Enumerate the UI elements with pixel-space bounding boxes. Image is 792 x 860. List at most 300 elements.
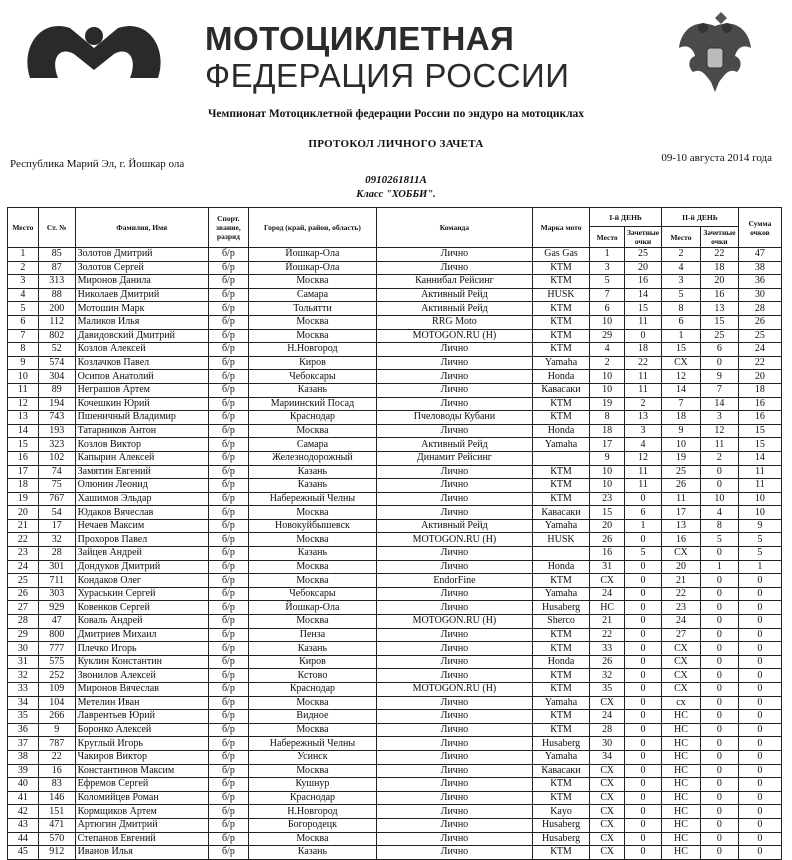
cell-day1-place: НС <box>590 601 625 615</box>
cell-day2-points: 0 <box>700 587 738 601</box>
cell-rank: б/р <box>208 315 248 329</box>
cell-place: 39 <box>8 764 39 778</box>
cell-total: 15 <box>738 438 781 452</box>
cell-day1-place: 2 <box>590 356 625 370</box>
cell-day2-points: 4 <box>700 506 738 520</box>
cell-total: 0 <box>738 791 781 805</box>
cell-place: 5 <box>8 302 39 316</box>
cell-moto: КТМ <box>532 261 589 275</box>
cell-name: Константинов Максим <box>75 764 208 778</box>
cell-start-no: 711 <box>38 574 75 588</box>
cell-city: Казань <box>248 642 376 656</box>
cell-moto <box>532 547 589 561</box>
cell-moto: Кавасаки <box>532 506 589 520</box>
cell-day1-place: 1 <box>590 248 625 262</box>
cell-moto <box>532 451 589 465</box>
cell-day2-points: 13 <box>700 302 738 316</box>
cell-total: 22 <box>738 356 781 370</box>
cell-moto: КТМ <box>532 465 589 479</box>
cell-start-no: 304 <box>38 370 75 384</box>
cell-day2-place: 20 <box>661 560 700 574</box>
cell-place: 6 <box>8 315 39 329</box>
cell-start-no: 800 <box>38 628 75 642</box>
cell-day1-points: 16 <box>625 275 662 289</box>
table-row <box>8 329 782 343</box>
cell-city: Москва <box>248 696 376 710</box>
cell-rank: б/р <box>208 615 248 629</box>
table-row <box>8 302 782 316</box>
table-row <box>8 411 782 425</box>
cell-team: Лично <box>377 397 533 411</box>
cell-day1-place: 20 <box>590 519 625 533</box>
cell-day2-place: 8 <box>661 302 700 316</box>
cell-team: Лично <box>377 383 533 397</box>
cell-day1-points: 0 <box>625 628 662 642</box>
cell-city: Новокуйбышевск <box>248 519 376 533</box>
cell-day2-place: СХ <box>661 356 700 370</box>
cell-day2-points: 0 <box>700 778 738 792</box>
cell-total: 15 <box>738 424 781 438</box>
cell-name: Лаврентьев Юрий <box>75 710 208 724</box>
cell-team: Активный Рейд <box>377 302 533 316</box>
cell-day2-place: НС <box>661 818 700 832</box>
table-row <box>8 424 782 438</box>
cell-rank: б/р <box>208 370 248 384</box>
cell-day1-place: 28 <box>590 723 625 737</box>
cell-day2-points: 0 <box>700 723 738 737</box>
cell-city: Москва <box>248 723 376 737</box>
cell-rank: б/р <box>208 683 248 697</box>
cell-day2-points: 12 <box>700 424 738 438</box>
cell-total: 0 <box>738 710 781 724</box>
cell-rank: б/р <box>208 302 248 316</box>
cell-name: Замятин Евгений <box>75 465 208 479</box>
cell-day2-points: 0 <box>700 710 738 724</box>
cell-team: Лично <box>377 465 533 479</box>
cell-place: 44 <box>8 832 39 846</box>
cell-city: Казань <box>248 547 376 561</box>
cell-city: Н.Новгород <box>248 805 376 819</box>
cell-total: 36 <box>738 275 781 289</box>
cell-start-no: 75 <box>38 479 75 493</box>
cell-city: Йошкар-Ола <box>248 248 376 262</box>
cell-moto: Sherco <box>532 615 589 629</box>
cell-team: Лично <box>377 723 533 737</box>
table-row <box>8 655 782 669</box>
cell-day1-points: 13 <box>625 411 662 425</box>
event-dates: 09-10 августа 2014 года <box>661 152 772 164</box>
cell-day2-place: 18 <box>661 411 700 425</box>
cell-day1-place: 23 <box>590 492 625 506</box>
table-row <box>8 710 782 724</box>
cell-day1-points: 0 <box>625 533 662 547</box>
cell-team: Лично <box>377 587 533 601</box>
cell-day2-points: 0 <box>700 356 738 370</box>
cell-start-no: 104 <box>38 696 75 710</box>
cell-moto: HUSK <box>532 288 589 302</box>
cell-place: 40 <box>8 778 39 792</box>
cell-moto: HUSK <box>532 533 589 547</box>
cell-day2-points: 0 <box>700 791 738 805</box>
cell-day2-place: 24 <box>661 615 700 629</box>
cell-moto: Kayo <box>532 805 589 819</box>
cell-place: 45 <box>8 846 39 860</box>
cell-rank: б/р <box>208 805 248 819</box>
cell-day2-points: 0 <box>700 750 738 764</box>
cell-day2-points: 11 <box>700 438 738 452</box>
cell-day2-place: НС <box>661 832 700 846</box>
cell-city: Москва <box>248 832 376 846</box>
cell-start-no: 743 <box>38 411 75 425</box>
cell-name: Золотов Дмитрий <box>75 248 208 262</box>
cell-day2-place: 15 <box>661 343 700 357</box>
cell-rank: б/р <box>208 655 248 669</box>
cell-name: Осипов Анатолий <box>75 370 208 384</box>
cell-day1-place: 26 <box>590 533 625 547</box>
cell-team: MOTOGON.RU (H) <box>377 533 533 547</box>
table-row <box>8 574 782 588</box>
cell-day1-place: СХ <box>590 846 625 860</box>
cell-day2-points: 0 <box>700 574 738 588</box>
cell-day2-place: 21 <box>661 574 700 588</box>
cell-rank: б/р <box>208 438 248 452</box>
cell-team: Лично <box>377 547 533 561</box>
protocol-title: ПРОТОКОЛ ЛИЧНОГО ЗАЧЕТА <box>308 138 484 150</box>
cell-moto: КТМ <box>532 302 589 316</box>
cell-day1-points: 4 <box>625 438 662 452</box>
cell-place: 20 <box>8 506 39 520</box>
cell-day1-points: 0 <box>625 642 662 656</box>
cell-name: Прохоров Павел <box>75 533 208 547</box>
cell-team: Лично <box>377 424 533 438</box>
cell-day2-place: 25 <box>661 465 700 479</box>
cell-day2-place: 5 <box>661 288 700 302</box>
cell-start-no: 9 <box>38 723 75 737</box>
cell-day2-place: 4 <box>661 261 700 275</box>
cell-city: Усинск <box>248 750 376 764</box>
cell-place: 28 <box>8 615 39 629</box>
cell-start-no: 102 <box>38 451 75 465</box>
cell-day1-place: 30 <box>590 737 625 751</box>
cell-team: MOTOGON.RU (H) <box>377 683 533 697</box>
cell-team: MOTOGON.RU (H) <box>377 615 533 629</box>
cell-day1-points: 18 <box>625 343 662 357</box>
cell-day2-points: 18 <box>700 261 738 275</box>
cell-day1-place: 22 <box>590 628 625 642</box>
cell-day1-points: 11 <box>625 315 662 329</box>
table-row <box>8 791 782 805</box>
cell-day2-place: 2 <box>661 248 700 262</box>
cell-day1-place: 10 <box>590 465 625 479</box>
cell-day2-place: 6 <box>661 315 700 329</box>
cell-start-no: 47 <box>38 615 75 629</box>
table-row <box>8 846 782 860</box>
cell-moto: Yamaha <box>532 750 589 764</box>
cell-rank: б/р <box>208 547 248 561</box>
cell-day1-place: 15 <box>590 506 625 520</box>
cell-city: Москва <box>248 275 376 289</box>
results-body <box>8 248 782 860</box>
col-rank: Спорт. звание, разряд <box>208 208 248 248</box>
cell-start-no: 575 <box>38 655 75 669</box>
cell-name: Капырин Алексей <box>75 451 208 465</box>
cell-rank: б/р <box>208 275 248 289</box>
cell-total: 0 <box>738 750 781 764</box>
cell-name: Миронов Данила <box>75 275 208 289</box>
cell-day1-points: 5 <box>625 547 662 561</box>
table-row <box>8 519 782 533</box>
cell-city: Москва <box>248 424 376 438</box>
cell-start-no: 83 <box>38 778 75 792</box>
cell-team: Лично <box>377 764 533 778</box>
cell-day1-place: 17 <box>590 438 625 452</box>
table-row <box>8 805 782 819</box>
cell-rank: б/р <box>208 533 248 547</box>
table-row <box>8 832 782 846</box>
cell-day1-points: 1 <box>625 519 662 533</box>
cell-team: Лично <box>377 601 533 615</box>
cell-day2-place: 1 <box>661 329 700 343</box>
cell-day2-points: 0 <box>700 628 738 642</box>
cell-total: 0 <box>738 669 781 683</box>
cell-team: Лично <box>377 655 533 669</box>
cell-total: 10 <box>738 492 781 506</box>
cell-rank: б/р <box>208 451 248 465</box>
cell-moto: КТМ <box>532 846 589 860</box>
cell-name: Маликов Илья <box>75 315 208 329</box>
cell-day1-points: 22 <box>625 356 662 370</box>
cell-name: Хураськин Сергей <box>75 587 208 601</box>
cell-day2-points: 10 <box>700 492 738 506</box>
cell-rank: б/р <box>208 601 248 615</box>
cell-day2-points: 0 <box>700 655 738 669</box>
cell-day1-place: 10 <box>590 370 625 384</box>
cell-city: Железнодорожный <box>248 451 376 465</box>
cell-rank: б/р <box>208 479 248 493</box>
table-row <box>8 750 782 764</box>
cell-total: 0 <box>738 846 781 860</box>
cell-moto: КТМ <box>532 683 589 697</box>
cell-name: Дондуков Дмитрий <box>75 560 208 574</box>
cell-rank: б/р <box>208 424 248 438</box>
cell-place: 7 <box>8 329 39 343</box>
cell-day1-points: 15 <box>625 302 662 316</box>
cell-place: 31 <box>8 655 39 669</box>
cell-moto: Yamaha <box>532 696 589 710</box>
cell-moto: КТМ <box>532 411 589 425</box>
table-row <box>8 723 782 737</box>
cell-place: 19 <box>8 492 39 506</box>
cell-team: Лично <box>377 370 533 384</box>
table-row <box>8 288 782 302</box>
cell-city: Йошкар-Ола <box>248 601 376 615</box>
cell-day1-points: 0 <box>625 710 662 724</box>
table-row <box>8 669 782 683</box>
cell-city: Казань <box>248 383 376 397</box>
cell-moto: КТМ <box>532 315 589 329</box>
cell-moto: Yamaha <box>532 587 589 601</box>
cell-day1-points: 11 <box>625 479 662 493</box>
cell-rank: б/р <box>208 288 248 302</box>
cell-day1-points: 11 <box>625 465 662 479</box>
cell-start-no: 28 <box>38 547 75 561</box>
cell-total: 14 <box>738 451 781 465</box>
cell-place: 8 <box>8 343 39 357</box>
cell-rank: б/р <box>208 642 248 656</box>
cell-place: 41 <box>8 791 39 805</box>
cell-day2-points: 0 <box>700 642 738 656</box>
cell-city: Пенза <box>248 628 376 642</box>
col-name: Фамилия, Имя <box>75 208 208 248</box>
cell-day2-place: НС <box>661 750 700 764</box>
table-row <box>8 506 782 520</box>
cell-day2-place: 11 <box>661 492 700 506</box>
cell-team: Лично <box>377 356 533 370</box>
cell-total: 0 <box>738 696 781 710</box>
cell-moto: КТМ <box>532 723 589 737</box>
cell-day1-place: СХ <box>590 818 625 832</box>
cell-day2-place: 27 <box>661 628 700 642</box>
cell-day1-place: 5 <box>590 275 625 289</box>
cell-day2-place: 9 <box>661 424 700 438</box>
cell-place: 42 <box>8 805 39 819</box>
cell-day2-points: 5 <box>700 533 738 547</box>
cell-day1-place: 32 <box>590 669 625 683</box>
cell-day1-place: 33 <box>590 642 625 656</box>
cell-city: Н.Новгород <box>248 343 376 357</box>
cell-name: Коваль Андрей <box>75 615 208 629</box>
cell-day2-place: 19 <box>661 451 700 465</box>
table-row <box>8 438 782 452</box>
cell-place: 10 <box>8 370 39 384</box>
table-row <box>8 261 782 275</box>
cell-day2-points: 6 <box>700 343 738 357</box>
cell-day1-place: 31 <box>590 560 625 574</box>
cell-total: 0 <box>738 832 781 846</box>
cell-place: 32 <box>8 669 39 683</box>
cell-day2-points: 14 <box>700 397 738 411</box>
cell-name: Дмитриев Михаил <box>75 628 208 642</box>
cell-day1-points: 20 <box>625 261 662 275</box>
cell-name: Миронов Вячеслав <box>75 683 208 697</box>
cell-city: Видное <box>248 710 376 724</box>
cell-day1-place: 10 <box>590 315 625 329</box>
cell-start-no: 22 <box>38 750 75 764</box>
cell-day1-place: 4 <box>590 343 625 357</box>
cell-day2-points: 0 <box>700 601 738 615</box>
col-moto: Марка мото <box>532 208 589 248</box>
cell-day2-points: 1 <box>700 560 738 574</box>
cell-moto: КТМ <box>532 574 589 588</box>
cell-day2-place: НС <box>661 710 700 724</box>
cell-city: Мариинский Посад <box>248 397 376 411</box>
cell-start-no: 802 <box>38 329 75 343</box>
cell-moto: Кавасаки <box>532 764 589 778</box>
cell-day1-points: 3 <box>625 424 662 438</box>
cell-team: Активный Рейд <box>377 519 533 533</box>
cell-place: 38 <box>8 750 39 764</box>
cell-day2-place: 12 <box>661 370 700 384</box>
cell-team: Лично <box>377 506 533 520</box>
cell-moto: КТМ <box>532 791 589 805</box>
table-row <box>8 479 782 493</box>
cell-total: 11 <box>738 479 781 493</box>
cell-day2-points: 0 <box>700 479 738 493</box>
table-row <box>8 628 782 642</box>
cell-moto: Husaberg <box>532 601 589 615</box>
cell-day2-points: 3 <box>700 411 738 425</box>
cell-total: 24 <box>738 343 781 357</box>
cell-city: Набережный Челны <box>248 492 376 506</box>
cell-team: MOTOGON.RU (H) <box>377 329 533 343</box>
cell-moto: КТМ <box>532 479 589 493</box>
cell-city: Кстово <box>248 669 376 683</box>
cell-rank: б/р <box>208 710 248 724</box>
cell-day2-place: НС <box>661 805 700 819</box>
cell-day2-points: 0 <box>700 737 738 751</box>
cell-city: Москва <box>248 533 376 547</box>
table-row <box>8 547 782 561</box>
cell-day2-place: НС <box>661 737 700 751</box>
cell-day1-points: 0 <box>625 683 662 697</box>
cell-place: 35 <box>8 710 39 724</box>
cell-place: 11 <box>8 383 39 397</box>
col-day1: I-й ДЕНЬ <box>590 208 662 227</box>
cell-day1-place: 6 <box>590 302 625 316</box>
cell-team: Динамит Рейсинг <box>377 451 533 465</box>
cell-name: Ковенков Сергей <box>75 601 208 615</box>
cell-city: Казань <box>248 846 376 860</box>
cell-team: Лично <box>377 791 533 805</box>
cell-total: 38 <box>738 261 781 275</box>
cell-place: 26 <box>8 587 39 601</box>
cell-rank: б/р <box>208 506 248 520</box>
cell-name: Козлов Виктор <box>75 438 208 452</box>
cell-day2-points: 0 <box>700 683 738 697</box>
cell-city: Казань <box>248 479 376 493</box>
cell-day1-place: 9 <box>590 451 625 465</box>
cell-day2-place: НС <box>661 723 700 737</box>
cell-day2-points: 0 <box>700 764 738 778</box>
cell-rank: б/р <box>208 248 248 262</box>
cell-start-no: 54 <box>38 506 75 520</box>
table-row <box>8 615 782 629</box>
table-row <box>8 492 782 506</box>
cell-total: 0 <box>738 615 781 629</box>
championship-title: Чемпионат Мотоциклетной федерации России по эндуро на мотоциклах <box>207 108 585 120</box>
cell-rank: б/р <box>208 750 248 764</box>
cell-city: Краснодар <box>248 791 376 805</box>
cell-team: Лично <box>377 696 533 710</box>
cell-name: Ефремов Сергей <box>75 778 208 792</box>
cell-day1-points: 0 <box>625 696 662 710</box>
cell-start-no: 193 <box>38 424 75 438</box>
cell-team: Лично <box>377 248 533 262</box>
cell-start-no: 303 <box>38 587 75 601</box>
cell-rank: б/р <box>208 343 248 357</box>
cell-city: Чебоксары <box>248 370 376 384</box>
cell-day2-place: НС <box>661 791 700 805</box>
cell-city: Москва <box>248 764 376 778</box>
cell-day1-points: 0 <box>625 723 662 737</box>
cell-day2-place: СХ <box>661 547 700 561</box>
cell-place: 23 <box>8 547 39 561</box>
col-team: Команда <box>377 208 533 248</box>
col-day1-place: Место <box>590 227 625 248</box>
cell-start-no: 85 <box>38 248 75 262</box>
cell-day1-points: 0 <box>625 329 662 343</box>
cell-name: Олюнин Леонид <box>75 479 208 493</box>
